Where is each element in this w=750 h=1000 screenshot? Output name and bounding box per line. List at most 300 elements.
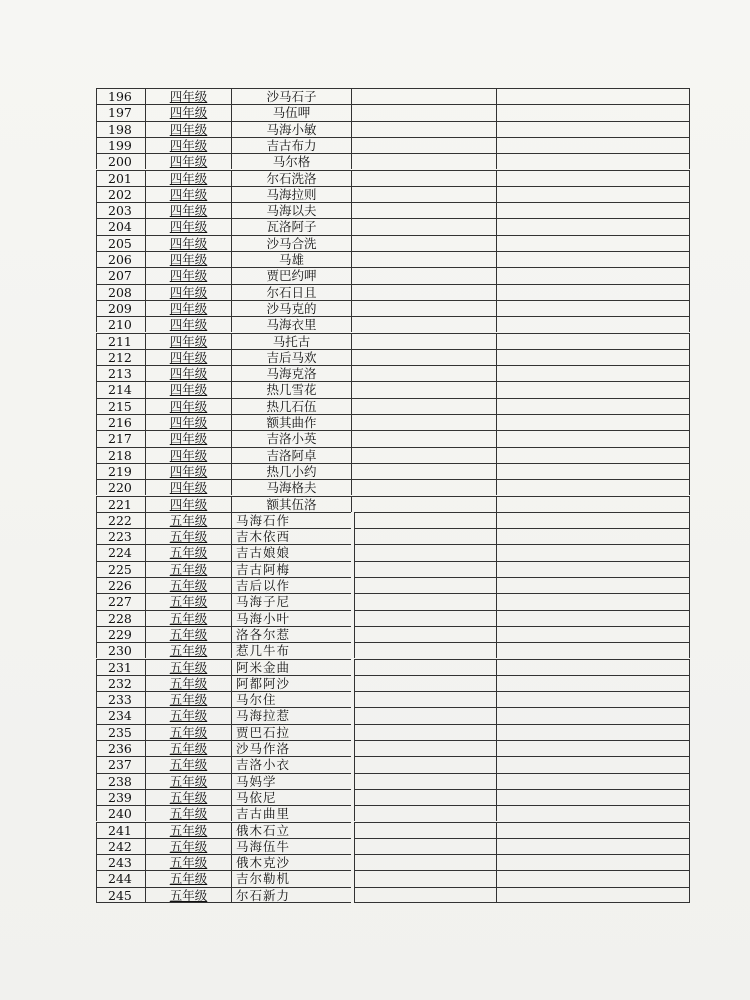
row-number: 242 (96, 838, 145, 854)
row-number: 198 (96, 121, 145, 137)
table-row (96, 170, 690, 186)
blank-cell-2 (497, 887, 690, 903)
row-number: 208 (96, 284, 145, 300)
table-row (96, 740, 690, 756)
table-row (96, 593, 690, 609)
student-name-cell: 吉尔勒机 (231, 870, 351, 886)
grade-cell: 四年级 (145, 235, 231, 251)
grade-cell: 四年级 (145, 186, 231, 202)
blank-cell-2 (497, 496, 690, 512)
student-name-cell: 吉古布力 (231, 137, 351, 153)
blank-cell-2 (497, 186, 690, 202)
grade-cell: 五年级 (145, 822, 231, 838)
blank-cell-1 (354, 659, 497, 675)
table-row (96, 153, 690, 169)
row-number: 211 (96, 333, 145, 349)
blank-cell-2 (497, 316, 690, 332)
student-name-cell: 洛各尔惹 (231, 626, 351, 642)
table-row (96, 707, 690, 723)
table-row (96, 218, 690, 234)
blank-cell-1 (351, 349, 497, 365)
blank-cell-2 (497, 675, 690, 691)
grade-cell: 四年级 (145, 414, 231, 430)
student-name-cell: 马依尼 (231, 789, 351, 805)
table-row (96, 414, 690, 430)
grade-cell: 四年级 (145, 104, 231, 120)
blank-cell-2 (497, 463, 690, 479)
blank-cell-2 (497, 642, 690, 658)
blank-cell-2 (497, 170, 690, 186)
row-number: 216 (96, 414, 145, 430)
student-name-cell: 俄木克沙 (231, 854, 351, 870)
table-row (96, 333, 690, 349)
student-name-cell: 吉古阿梅 (231, 561, 351, 577)
grade-cell: 五年级 (145, 577, 231, 593)
table-row (96, 854, 690, 870)
blank-cell-1 (354, 756, 497, 772)
blank-cell-1 (351, 447, 497, 463)
table-row (96, 463, 690, 479)
blank-cell-2 (497, 691, 690, 707)
table-row (96, 349, 690, 365)
blank-cell-1 (351, 267, 497, 283)
grade-cell: 四年级 (145, 300, 231, 316)
grade-cell: 四年级 (145, 153, 231, 169)
row-number: 237 (96, 756, 145, 772)
blank-cell-1 (351, 398, 497, 414)
grade-cell: 五年级 (145, 887, 231, 903)
grade-cell: 五年级 (145, 838, 231, 854)
row-number: 213 (96, 365, 145, 381)
row-number: 244 (96, 870, 145, 886)
row-number: 220 (96, 479, 145, 495)
blank-cell-1 (351, 284, 497, 300)
student-name-cell: 尔石洗洛 (231, 170, 351, 186)
blank-cell-2 (497, 756, 690, 772)
blank-cell-1 (351, 153, 497, 169)
table-row (96, 642, 690, 658)
row-number: 218 (96, 447, 145, 463)
blank-cell-2 (497, 707, 690, 723)
student-name-cell: 惹几牛布 (231, 642, 351, 658)
grade-cell: 四年级 (145, 496, 231, 512)
row-number: 201 (96, 170, 145, 186)
student-name-cell: 马海以夫 (231, 202, 351, 218)
grade-cell: 五年级 (145, 626, 231, 642)
grade-cell: 四年级 (145, 381, 231, 397)
row-number: 228 (96, 610, 145, 626)
student-name-cell: 马海小叶 (231, 610, 351, 626)
student-name-cell: 吉古娘娘 (231, 544, 351, 560)
row-number: 206 (96, 251, 145, 267)
blank-cell-1 (351, 137, 497, 153)
grade-cell: 五年级 (145, 740, 231, 756)
row-number: 205 (96, 235, 145, 251)
row-number: 231 (96, 659, 145, 675)
table-row (96, 365, 690, 381)
student-name-cell: 吉后以作 (231, 577, 351, 593)
table-row (96, 300, 690, 316)
row-number: 217 (96, 430, 145, 446)
student-name-cell: 热几小约 (231, 463, 351, 479)
blank-cell-1 (351, 202, 497, 218)
table-row (96, 838, 690, 854)
blank-cell-1 (351, 170, 497, 186)
row-number: 235 (96, 724, 145, 740)
blank-cell-1 (351, 121, 497, 137)
student-name-cell: 沙马克的 (231, 300, 351, 316)
row-number: 212 (96, 349, 145, 365)
student-name-cell: 吉洛小衣 (231, 756, 351, 772)
student-name-cell: 贾巴约呷 (231, 267, 351, 283)
blank-cell-2 (497, 724, 690, 740)
table-row (96, 88, 690, 104)
blank-cell-2 (497, 300, 690, 316)
blank-cell-1 (351, 300, 497, 316)
table-row (96, 447, 690, 463)
table-row (96, 870, 690, 886)
grade-cell: 五年级 (145, 789, 231, 805)
blank-cell-2 (497, 479, 690, 495)
table-row (96, 381, 690, 397)
student-name-cell: 沙马合洗 (231, 235, 351, 251)
blank-cell-1 (354, 724, 497, 740)
blank-cell-2 (497, 593, 690, 609)
table-row (96, 104, 690, 120)
table-row (96, 235, 690, 251)
grade-cell: 五年级 (145, 707, 231, 723)
row-number: 219 (96, 463, 145, 479)
table-row (96, 512, 690, 528)
blank-cell-2 (497, 267, 690, 283)
student-name-cell: 尔石日且 (231, 284, 351, 300)
blank-cell-1 (354, 544, 497, 560)
grade-cell: 四年级 (145, 218, 231, 234)
row-number: 215 (96, 398, 145, 414)
row-number: 203 (96, 202, 145, 218)
row-number: 232 (96, 675, 145, 691)
blank-cell-1 (351, 365, 497, 381)
row-number: 227 (96, 593, 145, 609)
grade-cell: 四年级 (145, 447, 231, 463)
row-number: 245 (96, 887, 145, 903)
table-row (96, 186, 690, 202)
blank-cell-1 (354, 626, 497, 642)
blank-cell-2 (497, 854, 690, 870)
blank-cell-2 (497, 561, 690, 577)
grade-cell: 五年级 (145, 773, 231, 789)
student-name-cell: 吉洛阿卓 (231, 447, 351, 463)
row-number: 200 (96, 153, 145, 169)
row-number: 225 (96, 561, 145, 577)
blank-cell-2 (497, 447, 690, 463)
student-name-cell: 热几雪花 (231, 381, 351, 397)
blank-cell-2 (497, 740, 690, 756)
row-number: 199 (96, 137, 145, 153)
blank-cell-1 (351, 496, 497, 512)
table-row (96, 773, 690, 789)
row-number: 239 (96, 789, 145, 805)
grade-cell: 五年级 (145, 610, 231, 626)
table-row (96, 887, 690, 903)
blank-cell-2 (497, 659, 690, 675)
row-number: 230 (96, 642, 145, 658)
blank-cell-2 (497, 870, 690, 886)
row-number: 229 (96, 626, 145, 642)
grade-cell: 四年级 (145, 463, 231, 479)
blank-cell-1 (354, 528, 497, 544)
grade-cell: 五年级 (145, 805, 231, 821)
blank-cell-1 (354, 512, 497, 528)
student-name-cell: 马海克洛 (231, 365, 351, 381)
grade-cell: 五年级 (145, 642, 231, 658)
blank-cell-2 (497, 789, 690, 805)
table-row (96, 822, 690, 838)
table-row (96, 284, 690, 300)
student-name-cell: 马托古 (231, 333, 351, 349)
grade-cell: 五年级 (145, 544, 231, 560)
grade-cell: 四年级 (145, 333, 231, 349)
row-number: 210 (96, 316, 145, 332)
blank-cell-2 (497, 88, 690, 104)
row-number: 209 (96, 300, 145, 316)
row-number: 202 (96, 186, 145, 202)
blank-cell-2 (497, 577, 690, 593)
blank-cell-1 (351, 186, 497, 202)
blank-cell-1 (354, 577, 497, 593)
student-name-cell: 马妈学 (231, 773, 351, 789)
row-number: 197 (96, 104, 145, 120)
blank-cell-1 (351, 333, 497, 349)
student-name-cell: 马海小敏 (231, 121, 351, 137)
table-row (96, 626, 690, 642)
student-name-cell: 马海格夫 (231, 479, 351, 495)
blank-cell-2 (497, 838, 690, 854)
blank-cell-1 (351, 218, 497, 234)
blank-cell-1 (351, 235, 497, 251)
blank-cell-2 (497, 544, 690, 560)
grade-cell: 四年级 (145, 430, 231, 446)
table-row (96, 316, 690, 332)
blank-cell-1 (354, 838, 497, 854)
grade-cell: 四年级 (145, 284, 231, 300)
blank-cell-1 (351, 463, 497, 479)
student-name-cell: 吉洛小英 (231, 430, 351, 446)
table-row (96, 137, 690, 153)
table-row (96, 805, 690, 821)
blank-cell-1 (354, 773, 497, 789)
table-row (96, 610, 690, 626)
student-name-cell: 贾巴石拉 (231, 724, 351, 740)
blank-cell-1 (354, 691, 497, 707)
row-number: 196 (96, 88, 145, 104)
grade-cell: 四年级 (145, 365, 231, 381)
table-row (96, 430, 690, 446)
blank-cell-2 (497, 153, 690, 169)
row-number: 243 (96, 854, 145, 870)
student-name-cell: 瓦洛阿子 (231, 218, 351, 234)
blank-cell-1 (351, 414, 497, 430)
blank-cell-1 (354, 854, 497, 870)
row-number: 214 (96, 381, 145, 397)
blank-cell-2 (497, 626, 690, 642)
blank-cell-2 (497, 512, 690, 528)
blank-cell-1 (354, 822, 497, 838)
grade-cell: 四年级 (145, 170, 231, 186)
student-name-cell: 马海子尼 (231, 593, 351, 609)
table-row (96, 202, 690, 218)
blank-cell-2 (497, 528, 690, 544)
grade-cell: 五年级 (145, 691, 231, 707)
row-number: 221 (96, 496, 145, 512)
student-name-cell: 马尔格 (231, 153, 351, 169)
student-name-cell: 沙马石子 (231, 88, 351, 104)
blank-cell-1 (354, 870, 497, 886)
blank-cell-1 (354, 593, 497, 609)
blank-cell-2 (497, 333, 690, 349)
grade-cell: 五年级 (145, 528, 231, 544)
grade-cell: 五年级 (145, 512, 231, 528)
row-number: 226 (96, 577, 145, 593)
student-name-cell: 马海拉则 (231, 186, 351, 202)
blank-cell-1 (354, 610, 497, 626)
blank-cell-2 (497, 121, 690, 137)
student-name-cell: 马尔住 (231, 691, 351, 707)
blank-cell-2 (497, 365, 690, 381)
blank-cell-1 (354, 789, 497, 805)
row-number: 207 (96, 267, 145, 283)
table-row (96, 496, 690, 512)
table-row (96, 544, 690, 560)
student-name-cell: 马海伍牛 (231, 838, 351, 854)
blank-cell-1 (354, 887, 497, 903)
blank-cell-1 (354, 675, 497, 691)
grade-cell: 四年级 (145, 251, 231, 267)
grade-cell: 四年级 (145, 349, 231, 365)
table-row (96, 659, 690, 675)
blank-cell-2 (497, 430, 690, 446)
student-name-cell: 吉后马欢 (231, 349, 351, 365)
blank-cell-2 (497, 202, 690, 218)
grade-cell: 五年级 (145, 561, 231, 577)
blank-cell-1 (354, 561, 497, 577)
blank-cell-2 (497, 805, 690, 821)
student-name-cell: 俄木石立 (231, 822, 351, 838)
table-row (96, 528, 690, 544)
blank-cell-1 (351, 479, 497, 495)
blank-cell-2 (497, 610, 690, 626)
blank-cell-1 (351, 251, 497, 267)
grade-cell: 五年级 (145, 870, 231, 886)
row-number: 234 (96, 707, 145, 723)
row-number: 236 (96, 740, 145, 756)
row-number: 238 (96, 773, 145, 789)
blank-cell-2 (497, 349, 690, 365)
student-name-cell: 马伍呷 (231, 104, 351, 120)
table-row (96, 251, 690, 267)
table-row (96, 561, 690, 577)
student-name-cell: 尔石新力 (231, 887, 351, 903)
student-name-cell: 额其伍洛 (231, 496, 351, 512)
row-number: 240 (96, 805, 145, 821)
blank-cell-1 (351, 316, 497, 332)
blank-cell-1 (354, 805, 497, 821)
student-name-cell: 额其曲作 (231, 414, 351, 430)
row-number: 224 (96, 544, 145, 560)
grade-cell: 四年级 (145, 202, 231, 218)
blank-cell-2 (497, 381, 690, 397)
grade-cell: 五年级 (145, 675, 231, 691)
row-number: 223 (96, 528, 145, 544)
grade-cell: 四年级 (145, 398, 231, 414)
blank-cell-1 (351, 88, 497, 104)
blank-cell-2 (497, 822, 690, 838)
grade-cell: 四年级 (145, 267, 231, 283)
student-name-cell: 阿米金曲 (231, 659, 351, 675)
grade-cell: 五年级 (145, 756, 231, 772)
student-name-cell: 热几石伍 (231, 398, 351, 414)
blank-cell-2 (497, 773, 690, 789)
table-row (96, 479, 690, 495)
blank-cell-1 (354, 707, 497, 723)
grade-cell: 四年级 (145, 88, 231, 104)
grade-cell: 五年级 (145, 854, 231, 870)
grade-cell: 四年级 (145, 479, 231, 495)
table-row (96, 756, 690, 772)
student-name-cell: 阿都阿沙 (231, 675, 351, 691)
student-name-cell: 吉古曲里 (231, 805, 351, 821)
blank-cell-2 (497, 414, 690, 430)
blank-cell-2 (497, 104, 690, 120)
student-name-cell: 马雄 (231, 251, 351, 267)
table-row (96, 577, 690, 593)
table-row (96, 398, 690, 414)
blank-cell-1 (351, 104, 497, 120)
blank-cell-2 (497, 251, 690, 267)
table-row (96, 789, 690, 805)
blank-cell-1 (351, 381, 497, 397)
row-number: 233 (96, 691, 145, 707)
row-number: 241 (96, 822, 145, 838)
table-row (96, 691, 690, 707)
blank-cell-2 (497, 284, 690, 300)
table-row (96, 675, 690, 691)
row-number: 204 (96, 218, 145, 234)
grade-cell: 四年级 (145, 137, 231, 153)
blank-cell-1 (354, 642, 497, 658)
grade-cell: 五年级 (145, 724, 231, 740)
student-name-cell: 沙马作洛 (231, 740, 351, 756)
blank-cell-2 (497, 137, 690, 153)
student-name-cell: 马海石作 (231, 512, 351, 528)
blank-cell-2 (497, 218, 690, 234)
table-row (96, 724, 690, 740)
grade-cell: 四年级 (145, 121, 231, 137)
grade-cell: 四年级 (145, 316, 231, 332)
table-row (96, 267, 690, 283)
blank-cell-2 (497, 398, 690, 414)
blank-cell-1 (354, 740, 497, 756)
table-row (96, 121, 690, 137)
blank-cell-1 (351, 430, 497, 446)
student-name-cell: 马海拉惹 (231, 707, 351, 723)
student-name-cell: 马海衣里 (231, 316, 351, 332)
student-name-cell: 吉木依西 (231, 528, 351, 544)
row-number: 222 (96, 512, 145, 528)
grade-cell: 五年级 (145, 659, 231, 675)
grade-cell: 五年级 (145, 593, 231, 609)
blank-cell-2 (497, 235, 690, 251)
